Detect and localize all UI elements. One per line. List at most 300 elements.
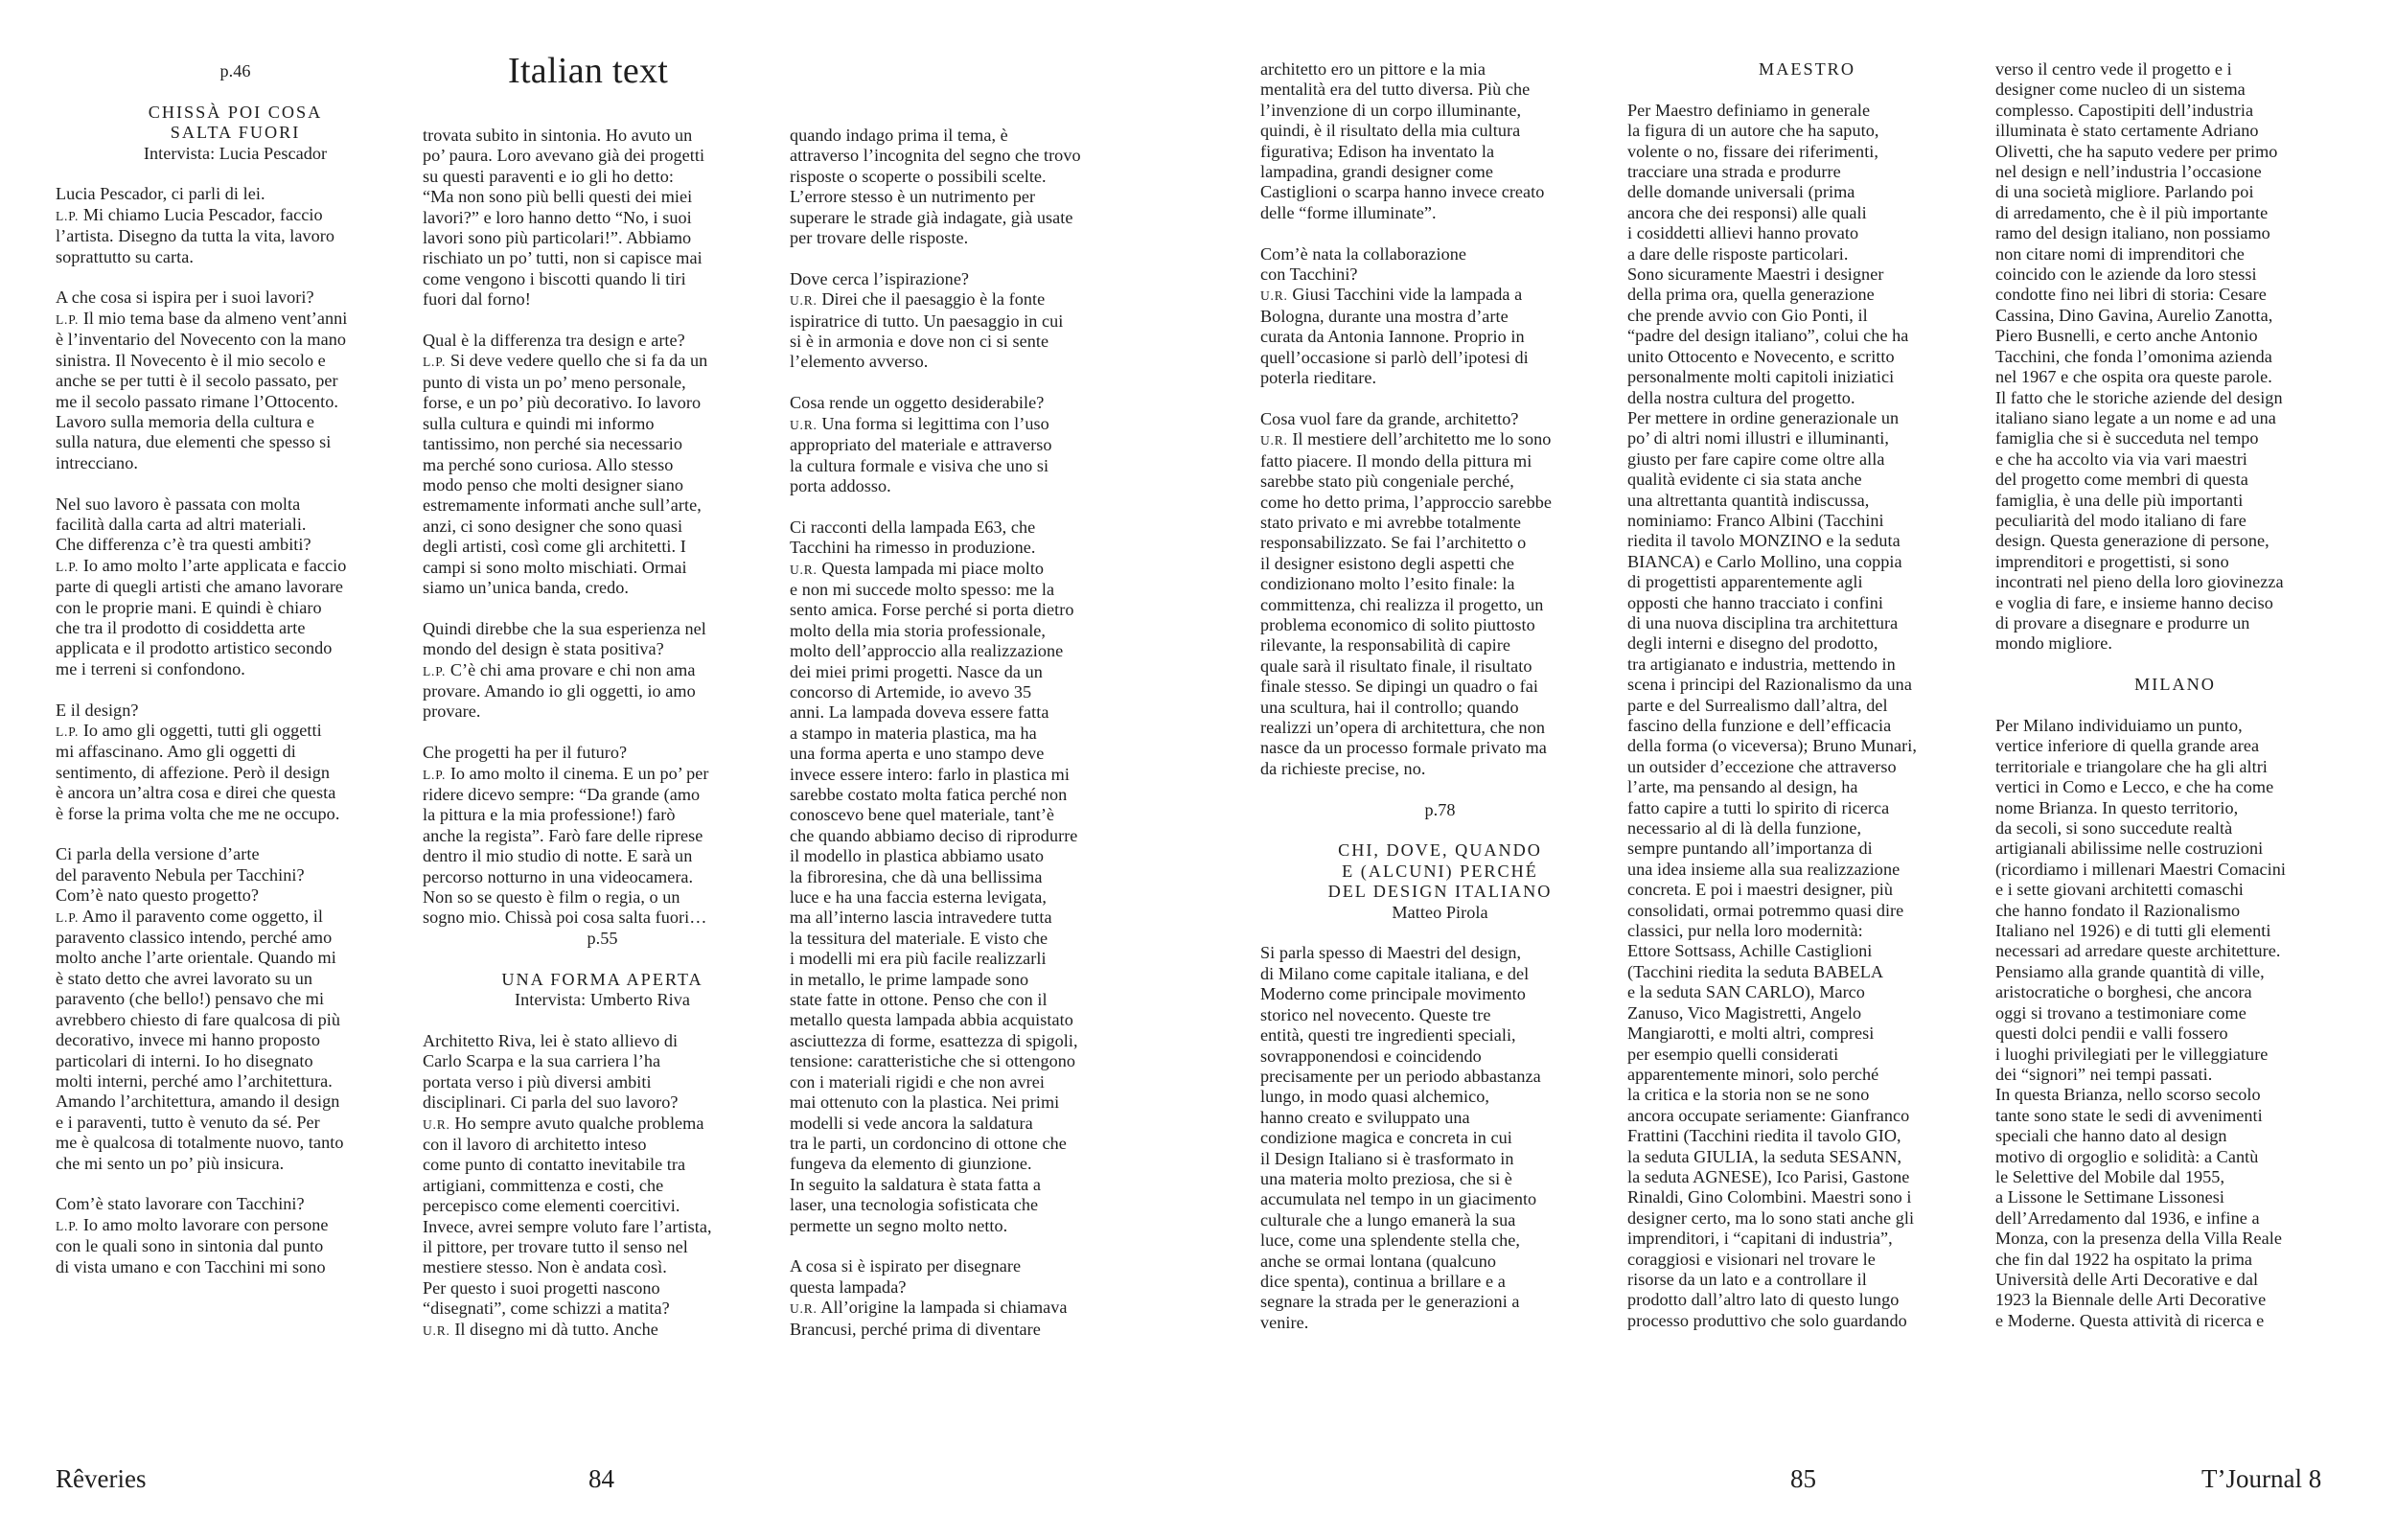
text-line [1627, 1065, 1987, 1085]
text-line [1627, 182, 1987, 202]
footer-journal-title: T’Journal 8 [2201, 1464, 2322, 1493]
text-line [1260, 984, 1620, 1004]
line-text: Lucia Pescador, ci parli di lei. [56, 184, 265, 204]
text-line [790, 414, 1149, 435]
line-text: Frattini (Tacchini riedita il tavolo GIO, [1627, 1126, 1901, 1146]
text-line [1260, 1189, 1620, 1209]
line-text: delle “forme illuminate”. [1260, 202, 1437, 222]
line-text: una scultura, hai il controllo; quando [1260, 697, 1519, 717]
line-text: All’origine la lampada si chiamava [817, 1298, 1068, 1318]
line-text: artigiani, committenza e costi, che [423, 1175, 664, 1195]
line-text: sovrapponendosi e coincidendo [1260, 1046, 1482, 1066]
text-line [1995, 1106, 2355, 1126]
text-line [1995, 1250, 2355, 1270]
line-text: consolidati, ormai potremmo quasi dire [1627, 900, 1904, 920]
line-text: estremamente informati anche sull’arte, [423, 495, 702, 516]
text-line [423, 764, 782, 785]
line-text: Il mio tema base da almeno vent’anni [79, 308, 348, 328]
line-text: giusto per fare capire come oltre alla [1627, 448, 1885, 469]
line-text: di Milano come capitale italiana, e del [1260, 963, 1530, 983]
line-text: A che cosa si ispira per i suoi lavori? [56, 287, 314, 308]
text-line [1627, 1045, 1987, 1065]
text-line [56, 907, 415, 928]
text-line [790, 1031, 1149, 1051]
paragraph-gap [1627, 80, 1987, 100]
text-line [1627, 982, 1987, 1002]
text-line [56, 453, 415, 473]
line-text: che mi sento un po’ più insicura. [56, 1153, 285, 1173]
text-line [1995, 449, 2355, 470]
line-text: concreta. E poi i maestri designer, più [1627, 880, 1893, 900]
line-text: anche la regista”. Farò fare delle riprese [423, 825, 703, 845]
line-text: per esempio quelli considerati [1627, 1044, 1839, 1064]
text-line [1627, 1250, 1987, 1270]
line-text: facilità dalla carta ad altri materiali. [56, 514, 307, 534]
text-line [790, 702, 1149, 723]
text-line [790, 517, 1149, 538]
text-line [1260, 1210, 1620, 1230]
speaker-initials: U.R. [790, 1301, 818, 1317]
text-line [423, 1072, 782, 1092]
line-text: paravento (che bello!) pensavo che mi [56, 989, 325, 1009]
text-line [56, 1051, 415, 1071]
line-text: Bologna, durante una mostra d’arte [1260, 306, 1509, 326]
text-line [1627, 962, 1987, 982]
text-line [1627, 449, 1987, 470]
paragraph-gap [423, 310, 782, 331]
line-text: fascino della funzione e dell’efficacia [1627, 716, 1892, 735]
speaker-initials: U.R. [790, 417, 818, 432]
line-text: Quindi direbbe che la sua esperienza nel [423, 618, 706, 638]
line-text: lampadina, grandi designer come [1260, 162, 1493, 182]
text-line [1995, 962, 2355, 982]
text-line [790, 167, 1149, 187]
line-text: che fin dal 1922 ha ospitato la prima [1995, 1249, 2253, 1269]
line-text: l’invenzione di un corpo illuminante, [1260, 100, 1522, 120]
text-line [1627, 388, 1987, 408]
text-line [790, 352, 1149, 372]
text-column-2 [423, 126, 782, 1341]
text-line [1260, 1313, 1620, 1333]
line-text: siamo un’unica banda, credo. [423, 577, 630, 597]
speaker-initials: L.P. [56, 208, 80, 223]
text-line [1260, 1169, 1620, 1189]
text-line [1627, 552, 1987, 572]
text-line [1627, 1023, 1987, 1044]
text-line [423, 558, 782, 578]
text-line [1627, 470, 1987, 490]
line-text: di arredamento, che è il più importante [1995, 202, 2269, 222]
text-line [1627, 121, 1987, 141]
text-line [1260, 307, 1620, 327]
text-line [1627, 593, 1987, 613]
line-text: SALTA FUORI [170, 123, 301, 143]
line-text: mi affascinano. Amo gli oggetti di [56, 742, 296, 762]
line-text: stato privato e mi avrebbe totalmente [1260, 512, 1522, 532]
text-line [56, 742, 415, 762]
text-line [790, 1320, 1149, 1340]
text-line [1995, 80, 2355, 100]
line-text: ramo del design italiano, non possiamo [1995, 223, 2270, 243]
line-text: po’ di altri nomi illustri e illuminanti, [1627, 428, 1889, 448]
text-line [790, 929, 1149, 949]
text-line [423, 785, 782, 805]
text-line [790, 744, 1149, 764]
text-line [423, 826, 782, 846]
line-text: dei “signori” nei tempi passati. [1995, 1064, 2213, 1084]
text-line [1260, 471, 1620, 492]
text-line [423, 126, 782, 146]
heading-line [1260, 903, 1620, 923]
line-text: anche se per tutti è il secolo passato, per [56, 371, 338, 391]
line-text: Io amo molto lavorare con persone [79, 1214, 329, 1234]
line-text: mentalità era del tutto diversa. Più che [1260, 80, 1531, 100]
text-line [56, 598, 415, 618]
line-text: nasce da un processo formale privato ma [1260, 738, 1547, 758]
text-line [1995, 798, 2355, 818]
speaker-initials: L.P. [423, 663, 447, 678]
line-text: di provare a disegnare e produrre un [1995, 612, 2250, 632]
line-text: Matteo Pirola [1392, 902, 1488, 922]
text-line [790, 826, 1149, 846]
line-text: “disegnati”, come schizzi a matita? [423, 1299, 670, 1319]
line-text: MAESTRO [1759, 59, 1855, 79]
paragraph-gap [56, 824, 415, 844]
text-column-4 [1260, 59, 1620, 1333]
text-line [56, 783, 415, 803]
text-line [1627, 203, 1987, 223]
text-line [56, 330, 415, 350]
line-text: è stato detto che avrei lavorato su un [56, 968, 313, 988]
text-line [56, 309, 415, 330]
line-text: opposti che hanno tracciato i confini [1627, 592, 1883, 612]
line-text: Ettore Sottsass, Achille Castiglioni [1627, 941, 1873, 961]
text-line [1260, 943, 1620, 963]
text-line [790, 1277, 1149, 1298]
text-line [790, 990, 1149, 1010]
line-text: la pittura e la mia professione!) farò [423, 805, 676, 825]
line-text: sempre puntando all’importanza di [1627, 839, 1873, 859]
line-text: 1923 la Biennale delle Arti Decorative [1995, 1290, 2267, 1310]
text-line [1995, 818, 2355, 839]
line-text: Invece, avrei sempre voluto fare l’artista, [423, 1216, 712, 1236]
line-text: Intervista: Umberto Riva [514, 990, 691, 1010]
text-line [1260, 182, 1620, 202]
text-line [56, 287, 415, 308]
section-heading [1260, 882, 1620, 902]
line-text: sulla natura, due elementi che spesso si [56, 432, 332, 452]
line-text: responsabilizzato. Se fai l’architetto o [1260, 533, 1527, 553]
text-line [423, 1155, 782, 1175]
text-line [1260, 738, 1620, 758]
text-line [790, 1092, 1149, 1113]
speaker-initials: U.R. [790, 293, 818, 309]
footer-page-number-left: 84 [588, 1464, 614, 1493]
line-text: L’errore stesso è un nutrimento per [790, 187, 1036, 207]
line-text: aristocratiche o borghesi, che ancora [1995, 982, 2252, 1002]
text-line [1627, 285, 1987, 305]
line-text: molto anche l’arte orientale. Quando mi [56, 948, 336, 968]
text-line [790, 621, 1149, 641]
text-line [790, 600, 1149, 620]
text-line [56, 515, 415, 535]
text-line [1995, 982, 2355, 1002]
line-text: Non so se questo è film o regia, o un [423, 887, 680, 908]
text-line [790, 538, 1149, 558]
text-line [1260, 451, 1620, 471]
text-line [56, 969, 415, 989]
line-text: rilevante, la responsabilità di capire [1260, 635, 1510, 655]
line-text: intrecciano. [56, 452, 138, 472]
line-text: e i paraventi, tutto è venuto da sé. Per [56, 1112, 320, 1132]
line-text: è l’inventario del Novecento con la mano [56, 330, 346, 350]
text-line [1627, 101, 1987, 121]
line-text: che hanno fondato il Razionalismo [1995, 900, 2241, 920]
text-line [790, 1298, 1149, 1319]
text-line [1260, 1149, 1620, 1169]
text-line [1995, 367, 2355, 387]
speaker-initials: L.P. [56, 559, 80, 574]
line-text: condizionano molto l’esito finale: la [1260, 574, 1515, 594]
text-line [1995, 1045, 2355, 1065]
text-line [790, 1256, 1149, 1276]
text-line [790, 1195, 1149, 1215]
text-line [423, 908, 782, 928]
text-line [423, 1135, 782, 1155]
line-text: (Tacchini riedita la seduta BABELA [1627, 961, 1884, 981]
text-line [56, 577, 415, 597]
line-text: modelli si vede ancora la saldatura [790, 1113, 1033, 1133]
line-text: dice spenta), continua a brillare e a [1260, 1271, 1506, 1291]
line-text: DEL DESIGN ITALIANO [1327, 882, 1553, 902]
text-line [1627, 655, 1987, 675]
line-text: la fibroresina, che dà una bellissima [790, 866, 1043, 886]
text-line [1995, 347, 2355, 367]
line-text: laser, una tecnologia sofisticata che [790, 1195, 1039, 1215]
text-line [423, 167, 782, 187]
line-text: Amo il paravento come oggetto, il [79, 906, 323, 926]
line-text: conoscevo bene quel materiale, tant’è [790, 805, 1055, 825]
line-text: sogno mio. Chissà poi cosa salta fuori… [423, 908, 707, 928]
line-text: lavori sono più particolari!”. Abbiamo [423, 228, 692, 248]
text-line [1995, 1229, 2355, 1249]
line-text: porta addosso. [790, 475, 891, 495]
paragraph-gap [423, 1010, 782, 1030]
line-text: po’ paura. Loro avevano già dei progetti [423, 146, 705, 166]
line-text: portata verso i più diversi ambiti [423, 1071, 652, 1092]
line-text: decorativo, invece mi hanno proposto [56, 1030, 321, 1050]
line-text: permette un segno molto netto. [790, 1215, 1008, 1235]
line-text: Per mettere in ordine generazionale un [1627, 407, 1900, 427]
text-line [56, 948, 415, 968]
line-text: Qual è la differenza tra design e arte? [423, 331, 685, 351]
text-line [1995, 757, 2355, 777]
line-text: (ricordiamo i millenari Maestri Comacini [1995, 859, 2287, 879]
section-heading [56, 103, 415, 123]
text-line [1995, 470, 2355, 490]
line-text: me è qualcosa di totalmente nuovo, tanto [56, 1133, 344, 1153]
text-line [1995, 1065, 2355, 1085]
text-line [790, 1114, 1149, 1134]
line-text: la tessitura del materiale. E visto che [790, 928, 1048, 948]
line-text: il pittore, per trovare tutto il senso nel [423, 1236, 688, 1256]
line-text: culturale che a lungo emanerà la sua [1260, 1209, 1516, 1230]
text-line [790, 311, 1149, 332]
footer-page-number-right: 85 [1790, 1464, 1816, 1493]
line-text: Che differenza c’è tra questi ambiti? [56, 535, 311, 555]
line-text: si è in armonia e dove non ci si sente [790, 332, 1049, 352]
line-text: artigianali abilissime nelle costruzioni [1995, 839, 2264, 859]
line-text: asciuttezza di forme, esattezza di spigoli, [790, 1030, 1078, 1050]
paragraph-gap [1260, 389, 1620, 409]
line-text: volente o no, fissare dei riferimenti, [1627, 141, 1878, 161]
line-text: Il mestiere dell’architetto me lo sono [1287, 429, 1552, 449]
line-text: Per questo i suoi progetti nascono [423, 1277, 660, 1298]
line-text: design. Questa generazione di persone, [1995, 531, 2269, 551]
text-line [423, 289, 782, 310]
heading-line [423, 929, 782, 949]
heading-line [423, 990, 782, 1010]
text-line [56, 1154, 415, 1174]
line-text: vertice inferiore di quella grande area [1995, 736, 2260, 756]
line-text: “padre del design italiano”, colui che ha [1627, 326, 1909, 346]
text-line [1627, 1290, 1987, 1310]
line-text: Il disegno mi dà tutto. Anche [449, 1319, 658, 1339]
line-text: Una forma si legittima con l’uso [817, 413, 1049, 433]
text-line [1627, 306, 1987, 326]
text-line [423, 495, 782, 516]
text-line [423, 1299, 782, 1319]
line-text: condotte fino nei libri di storia: Cesare [1995, 285, 2267, 305]
line-text: non citare nomi di imprenditori che [1995, 243, 2245, 264]
text-line [790, 1175, 1149, 1195]
line-text: come punto di contatto inevitabile tra [423, 1155, 686, 1175]
line-text: nominiamo: Franco Albini (Tacchini [1627, 510, 1884, 530]
line-text: quindi, è il risultato della mia cultura [1260, 121, 1521, 141]
line-text: come ho detto prima, l’approccio sarebbe [1260, 492, 1552, 512]
section-heading [1627, 59, 1987, 80]
text-line [1995, 1023, 2355, 1044]
line-text: e voglia di fare, e insieme hanno deciso [1995, 592, 2273, 612]
text-line [56, 804, 415, 824]
text-column-6 [1995, 59, 2355, 1331]
line-text: Io amo molto l’arte applicata e faccio [79, 555, 347, 575]
line-text: fatto piacere. Il mondo della pittura mi [1260, 450, 1532, 471]
text-line [56, 721, 415, 742]
text-line [1260, 574, 1620, 594]
line-text: una altrettanta quantità indiscussa, [1627, 490, 1870, 510]
line-text: quale sarà il risultato finale, il risultato [1260, 655, 1532, 676]
text-line [1995, 162, 2355, 182]
line-text: provare. [423, 701, 481, 722]
text-line [1627, 901, 1987, 921]
text-line [1260, 533, 1620, 553]
text-line [790, 208, 1149, 228]
line-text: Moderno come principale movimento [1260, 984, 1526, 1004]
paragraph-gap [423, 598, 782, 618]
text-line [1627, 1126, 1987, 1146]
text-line [56, 1194, 415, 1214]
text-line [1260, 409, 1620, 429]
text-line [423, 537, 782, 557]
line-text: anni. La lampada doveva essere fatta [790, 702, 1049, 723]
text-line [1260, 554, 1620, 574]
paragraph-gap [1260, 223, 1620, 243]
line-text: di progettisti apparentemente agli [1627, 572, 1863, 592]
line-text: percorso notturno in una videocamera. [423, 866, 694, 886]
line-text: incontrati nel pieno della loro giovinezza [1995, 572, 2284, 592]
line-text: forse, e un po’ più decorativo. Io lavoro [423, 393, 702, 413]
text-line [56, 205, 415, 226]
text-line [790, 393, 1149, 413]
text-line [56, 556, 415, 577]
text-line [790, 641, 1149, 661]
text-line [423, 351, 782, 372]
line-text: hanno creato e sviluppato una [1260, 1107, 1470, 1127]
text-line [1627, 921, 1987, 941]
line-text: disciplinari. Ci parla del suo lavoro? [423, 1092, 679, 1113]
text-line [790, 662, 1149, 682]
line-text: famiglia che si è succeduta nel tempo [1995, 428, 2259, 448]
text-line [423, 578, 782, 598]
line-text: della forma (o viceversa); Bruno Munari, [1627, 736, 1917, 756]
line-text: ancora occupate seriamente: Gianfranco [1627, 1105, 1910, 1125]
speaker-initials: L.P. [56, 311, 80, 327]
text-line [1627, 142, 1987, 162]
text-line [56, 1092, 415, 1112]
line-text: a Lissone le Settimane Lissonesi [1995, 1187, 2225, 1207]
line-text: come vengono i biscotti quando li tiri [423, 268, 686, 288]
text-line [423, 187, 782, 207]
line-text: il Design Italiano si è trasformato in [1260, 1148, 1514, 1168]
text-line [1260, 513, 1620, 533]
line-text: me i terreni si confondono. [56, 658, 245, 678]
line-text: della nostra cultura del progetto. [1627, 387, 1855, 407]
line-text: risorse da un lato e a controllare il [1627, 1269, 1867, 1289]
line-text: storico nel novecento. Queste tre [1260, 1004, 1491, 1024]
line-text: anzi, ci sono designer che sono quasi [423, 516, 683, 536]
line-text: quando indago prima il tema, è [790, 126, 1008, 145]
line-text: imprenditori, i “capitani di industria”, [1627, 1229, 1893, 1249]
line-text: CHI, DOVE, QUANDO [1338, 840, 1542, 861]
line-text: Si parla spesso di Maestri del design, [1260, 943, 1522, 963]
line-text: la seduta GIULIA, la seduta SESANN, [1627, 1146, 1902, 1166]
text-line [1995, 121, 2355, 141]
line-text: l’arte, ma pensando al design, ha [1627, 777, 1858, 797]
line-text: che tra il prodotto di cosiddetta arte [56, 617, 306, 637]
text-line [423, 414, 782, 434]
text-line [790, 785, 1149, 805]
text-line [1995, 511, 2355, 531]
line-text: la critica e la storia non se ne sono [1627, 1085, 1870, 1105]
text-line [1260, 1128, 1620, 1148]
line-text: che quando abbiamo deciso di riprodurre [790, 825, 1078, 845]
line-text: Si deve vedere quello che si fa da un [446, 351, 708, 371]
text-line [1627, 1187, 1987, 1207]
line-text: me il secolo passato rimane l’Ottocento. [56, 391, 338, 411]
line-text: designer certo, ma lo sono stati anche gli [1627, 1207, 1915, 1228]
line-text: i modelli mi era più facile realizzarli [790, 949, 1047, 969]
line-text: famiglia, è una delle più importanti [1995, 490, 2244, 510]
line-text: Com’è nato questo progetto? [56, 885, 259, 906]
text-line [423, 434, 782, 454]
line-text: Direi che il paesaggio è la fonte [817, 289, 1046, 310]
text-line [1627, 1270, 1987, 1290]
line-text: ma all’interno lascia intravedere tutta [790, 908, 1052, 928]
line-text: dei miei primi progetti. Nasce da un [790, 661, 1043, 681]
text-line [56, 432, 415, 452]
text-line [1627, 1208, 1987, 1229]
